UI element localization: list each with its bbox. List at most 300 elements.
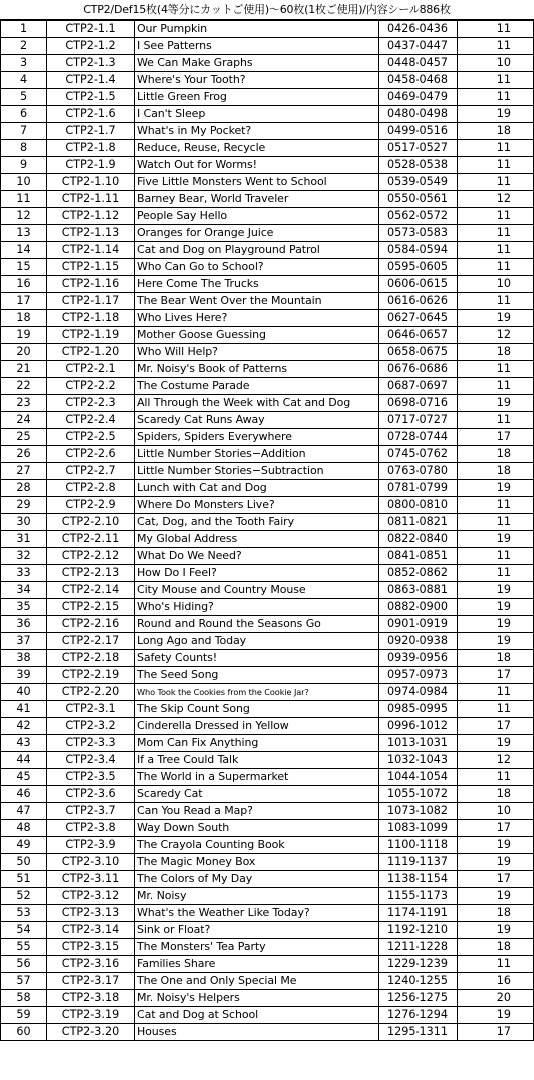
table-row bbox=[1, 633, 534, 650]
row-code: CTP2-2.5 bbox=[47, 429, 135, 446]
table-row bbox=[1, 225, 534, 242]
row-number: 38 bbox=[1, 650, 47, 667]
table-row bbox=[1, 55, 534, 72]
row-count: 11 bbox=[458, 956, 534, 973]
table-row bbox=[1, 701, 534, 718]
row-count: 11 bbox=[458, 514, 534, 531]
table-row bbox=[1, 871, 534, 888]
row-range: 0437-0447 bbox=[379, 38, 458, 55]
row-code: CTP2-1.14 bbox=[47, 242, 135, 259]
row-count: 11 bbox=[458, 412, 534, 429]
row-code: CTP2-3.1 bbox=[47, 701, 135, 718]
table-row bbox=[1, 786, 534, 803]
row-title: Long Ago and Today bbox=[135, 633, 379, 650]
row-title: Way Down South bbox=[135, 820, 379, 837]
row-range: 1276-1294 bbox=[379, 1007, 458, 1024]
row-range: 1073-1082 bbox=[379, 803, 458, 820]
row-code: CTP2-2.18 bbox=[47, 650, 135, 667]
row-title: Who Took the Cookies from the Cookie Jar? bbox=[135, 684, 379, 701]
row-count: 19 bbox=[458, 106, 534, 123]
table-row bbox=[1, 310, 534, 327]
row-number: 4 bbox=[1, 72, 47, 89]
row-code: CTP2-2.16 bbox=[47, 616, 135, 633]
row-count: 18 bbox=[458, 463, 534, 480]
row-title: Mr. Noisy's Book of Patterns bbox=[135, 361, 379, 378]
row-range: 1032-1043 bbox=[379, 752, 458, 769]
row-range: 0974-0984 bbox=[379, 684, 458, 701]
row-count: 11 bbox=[458, 769, 534, 786]
table-row bbox=[1, 667, 534, 684]
row-count: 17 bbox=[458, 667, 534, 684]
row-count: 20 bbox=[458, 990, 534, 1007]
row-code: CTP2-3.4 bbox=[47, 752, 135, 769]
table-row bbox=[1, 1024, 534, 1041]
row-count: 19 bbox=[458, 599, 534, 616]
row-code: CTP2-2.20 bbox=[47, 684, 135, 701]
row-number: 3 bbox=[1, 55, 47, 72]
row-number: 9 bbox=[1, 157, 47, 174]
row-number: 34 bbox=[1, 582, 47, 599]
row-number: 51 bbox=[1, 871, 47, 888]
sticker-table-body bbox=[1, 21, 534, 1041]
row-title: The Costume Parade bbox=[135, 378, 379, 395]
row-number: 5 bbox=[1, 89, 47, 106]
row-count: 11 bbox=[458, 378, 534, 395]
row-number: 21 bbox=[1, 361, 47, 378]
row-title: Five Little Monsters Went to School bbox=[135, 174, 379, 191]
row-title: What Do We Need? bbox=[135, 548, 379, 565]
row-number: 10 bbox=[1, 174, 47, 191]
table-row bbox=[1, 106, 534, 123]
table-row bbox=[1, 191, 534, 208]
row-code: CTP2-1.4 bbox=[47, 72, 135, 89]
row-code: CTP2-1.2 bbox=[47, 38, 135, 55]
table-row bbox=[1, 72, 534, 89]
row-code: CTP2-3.3 bbox=[47, 735, 135, 752]
table-row bbox=[1, 344, 534, 361]
row-code: CTP2-3.5 bbox=[47, 769, 135, 786]
row-count: 19 bbox=[458, 582, 534, 599]
table-row bbox=[1, 837, 534, 854]
row-number: 20 bbox=[1, 344, 47, 361]
row-title: What's in My Pocket? bbox=[135, 123, 379, 140]
row-count: 11 bbox=[458, 38, 534, 55]
row-range: 1155-1173 bbox=[379, 888, 458, 905]
table-row bbox=[1, 769, 534, 786]
row-count: 11 bbox=[458, 72, 534, 89]
row-range: 1100-1118 bbox=[379, 837, 458, 854]
row-code: CTP2-3.12 bbox=[47, 888, 135, 905]
row-code: CTP2-3.16 bbox=[47, 956, 135, 973]
row-code: CTP2-3.15 bbox=[47, 939, 135, 956]
row-title: Sink or Float? bbox=[135, 922, 379, 939]
row-number: 15 bbox=[1, 259, 47, 276]
row-range: 0728-0744 bbox=[379, 429, 458, 446]
row-count: 11 bbox=[458, 684, 534, 701]
row-number: 16 bbox=[1, 276, 47, 293]
row-title: Who Lives Here? bbox=[135, 310, 379, 327]
row-count: 10 bbox=[458, 55, 534, 72]
row-range: 0957-0973 bbox=[379, 667, 458, 684]
row-range: 0528-0538 bbox=[379, 157, 458, 174]
row-code: CTP2-1.7 bbox=[47, 123, 135, 140]
row-code: CTP2-3.20 bbox=[47, 1024, 135, 1041]
row-code: CTP2-3.18 bbox=[47, 990, 135, 1007]
table-row bbox=[1, 956, 534, 973]
row-code: CTP2-2.11 bbox=[47, 531, 135, 548]
row-count: 19 bbox=[458, 735, 534, 752]
row-count: 11 bbox=[458, 701, 534, 718]
table-row bbox=[1, 803, 534, 820]
table-row bbox=[1, 446, 534, 463]
row-title: People Say Hello bbox=[135, 208, 379, 225]
row-range: 0852-0862 bbox=[379, 565, 458, 582]
row-title: Mr. Noisy bbox=[135, 888, 379, 905]
row-title: Our Pumpkin bbox=[135, 21, 379, 38]
row-title: How Do I Feel? bbox=[135, 565, 379, 582]
row-range: 0448-0457 bbox=[379, 55, 458, 72]
table-row bbox=[1, 497, 534, 514]
table-row bbox=[1, 259, 534, 276]
row-range: 0627-0645 bbox=[379, 310, 458, 327]
row-range: 0458-0468 bbox=[379, 72, 458, 89]
row-code: CTP2-1.20 bbox=[47, 344, 135, 361]
row-range: 0595-0605 bbox=[379, 259, 458, 276]
row-title: Cat and Dog on Playground Patrol bbox=[135, 242, 379, 259]
row-count: 19 bbox=[458, 310, 534, 327]
row-count: 11 bbox=[458, 21, 534, 38]
row-code: CTP2-3.11 bbox=[47, 871, 135, 888]
table-row bbox=[1, 327, 534, 344]
row-code: CTP2-2.8 bbox=[47, 480, 135, 497]
row-number: 45 bbox=[1, 769, 47, 786]
row-title: Mom Can Fix Anything bbox=[135, 735, 379, 752]
row-number: 41 bbox=[1, 701, 47, 718]
row-count: 12 bbox=[458, 327, 534, 344]
row-count: 19 bbox=[458, 837, 534, 854]
row-count: 19 bbox=[458, 531, 534, 548]
table-row bbox=[1, 429, 534, 446]
row-range: 0539-0549 bbox=[379, 174, 458, 191]
row-number: 11 bbox=[1, 191, 47, 208]
row-count: 19 bbox=[458, 888, 534, 905]
row-number: 32 bbox=[1, 548, 47, 565]
table-row bbox=[1, 293, 534, 310]
row-count: 11 bbox=[458, 174, 534, 191]
row-title: Spiders, Spiders Everywhere bbox=[135, 429, 379, 446]
row-code: CTP2-1.12 bbox=[47, 208, 135, 225]
row-range: 1013-1031 bbox=[379, 735, 458, 752]
row-range: 1229-1239 bbox=[379, 956, 458, 973]
table-row bbox=[1, 361, 534, 378]
row-range: 0658-0675 bbox=[379, 344, 458, 361]
row-count: 12 bbox=[458, 752, 534, 769]
table-row bbox=[1, 242, 534, 259]
row-number: 25 bbox=[1, 429, 47, 446]
row-number: 43 bbox=[1, 735, 47, 752]
row-title: My Global Address bbox=[135, 531, 379, 548]
table-row bbox=[1, 548, 534, 565]
row-code: CTP2-1.16 bbox=[47, 276, 135, 293]
row-range: 0763-0780 bbox=[379, 463, 458, 480]
row-count: 19 bbox=[458, 616, 534, 633]
row-title: The Skip Count Song bbox=[135, 701, 379, 718]
table-row bbox=[1, 582, 534, 599]
row-title: Cat and Dog at School bbox=[135, 1007, 379, 1024]
table-row bbox=[1, 599, 534, 616]
table-row bbox=[1, 820, 534, 837]
row-range: 0550-0561 bbox=[379, 191, 458, 208]
row-code: CTP2-1.11 bbox=[47, 191, 135, 208]
row-code: CTP2-3.7 bbox=[47, 803, 135, 820]
row-number: 1 bbox=[1, 21, 47, 38]
row-title: The Colors of My Day bbox=[135, 871, 379, 888]
row-code: CTP2-2.7 bbox=[47, 463, 135, 480]
row-number: 52 bbox=[1, 888, 47, 905]
table-row bbox=[1, 684, 534, 701]
row-title: Cinderella Dressed in Yellow bbox=[135, 718, 379, 735]
row-title: Families Share bbox=[135, 956, 379, 973]
row-title: Who's Hiding? bbox=[135, 599, 379, 616]
row-count: 19 bbox=[458, 1007, 534, 1024]
row-title: I Can't Sleep bbox=[135, 106, 379, 123]
row-count: 11 bbox=[458, 293, 534, 310]
row-range: 0939-0956 bbox=[379, 650, 458, 667]
row-number: 24 bbox=[1, 412, 47, 429]
row-title: Who Will Help? bbox=[135, 344, 379, 361]
row-title: City Mouse and Country Mouse bbox=[135, 582, 379, 599]
row-title: Barney Bear, World Traveler bbox=[135, 191, 379, 208]
row-number: 55 bbox=[1, 939, 47, 956]
sheet-title: CTP2/Def15枚(4等分にカットご使用)〜60枚(1枚ご使用)/内容シール886枚 bbox=[0, 0, 534, 20]
row-range: 1295-1311 bbox=[379, 1024, 458, 1041]
row-title: Mother Goose Guessing bbox=[135, 327, 379, 344]
row-count: 11 bbox=[458, 259, 534, 276]
table-row bbox=[1, 735, 534, 752]
row-range: 1044-1054 bbox=[379, 769, 458, 786]
row-range: 0800-0810 bbox=[379, 497, 458, 514]
row-code: CTP2-2.3 bbox=[47, 395, 135, 412]
row-count: 19 bbox=[458, 633, 534, 650]
row-title: Little Green Frog bbox=[135, 89, 379, 106]
row-code: CTP2-3.2 bbox=[47, 718, 135, 735]
row-range: 1211-1228 bbox=[379, 939, 458, 956]
row-code: CTP2-2.9 bbox=[47, 497, 135, 514]
sticker-table bbox=[0, 20, 534, 1041]
row-title: The Magic Money Box bbox=[135, 854, 379, 871]
row-code: CTP2-2.4 bbox=[47, 412, 135, 429]
row-number: 23 bbox=[1, 395, 47, 412]
row-number: 59 bbox=[1, 1007, 47, 1024]
table-row bbox=[1, 718, 534, 735]
table-row bbox=[1, 21, 534, 38]
row-number: 7 bbox=[1, 123, 47, 140]
row-number: 58 bbox=[1, 990, 47, 1007]
row-range: 1192-1210 bbox=[379, 922, 458, 939]
table-row bbox=[1, 565, 534, 582]
row-code: CTP2-2.12 bbox=[47, 548, 135, 565]
row-title: Where's Your Tooth? bbox=[135, 72, 379, 89]
row-number: 60 bbox=[1, 1024, 47, 1041]
row-code: CTP2-3.10 bbox=[47, 854, 135, 871]
row-code: CTP2-1.9 bbox=[47, 157, 135, 174]
row-title: Where Do Monsters Live? bbox=[135, 497, 379, 514]
row-number: 48 bbox=[1, 820, 47, 837]
row-count: 18 bbox=[458, 123, 534, 140]
row-range: 0646-0657 bbox=[379, 327, 458, 344]
row-count: 18 bbox=[458, 446, 534, 463]
row-range: 0901-0919 bbox=[379, 616, 458, 633]
row-count: 18 bbox=[458, 905, 534, 922]
row-count: 10 bbox=[458, 803, 534, 820]
row-number: 26 bbox=[1, 446, 47, 463]
row-number: 40 bbox=[1, 684, 47, 701]
table-row bbox=[1, 395, 534, 412]
row-number: 8 bbox=[1, 140, 47, 157]
row-code: CTP2-1.5 bbox=[47, 89, 135, 106]
row-number: 30 bbox=[1, 514, 47, 531]
row-title: Can You Read a Map? bbox=[135, 803, 379, 820]
row-title: Watch Out for Worms! bbox=[135, 157, 379, 174]
row-code: CTP2-1.15 bbox=[47, 259, 135, 276]
row-code: CTP2-1.3 bbox=[47, 55, 135, 72]
row-range: 1256-1275 bbox=[379, 990, 458, 1007]
row-range: 0573-0583 bbox=[379, 225, 458, 242]
row-code: CTP2-3.17 bbox=[47, 973, 135, 990]
row-code: CTP2-1.6 bbox=[47, 106, 135, 123]
row-number: 49 bbox=[1, 837, 47, 854]
row-number: 19 bbox=[1, 327, 47, 344]
row-number: 35 bbox=[1, 599, 47, 616]
row-title: The World in a Supermarket bbox=[135, 769, 379, 786]
row-count: 18 bbox=[458, 650, 534, 667]
row-code: CTP2-1.13 bbox=[47, 225, 135, 242]
row-range: 1083-1099 bbox=[379, 820, 458, 837]
table-row bbox=[1, 89, 534, 106]
row-code: CTP2-1.19 bbox=[47, 327, 135, 344]
table-row bbox=[1, 650, 534, 667]
row-range: 0499-0516 bbox=[379, 123, 458, 140]
row-code: CTP2-2.15 bbox=[47, 599, 135, 616]
row-title: Scaredy Cat Runs Away bbox=[135, 412, 379, 429]
row-title: I See Patterns bbox=[135, 38, 379, 55]
row-number: 18 bbox=[1, 310, 47, 327]
row-title: All Through the Week with Cat and Dog bbox=[135, 395, 379, 412]
row-number: 22 bbox=[1, 378, 47, 395]
row-title: What's the Weather Like Today? bbox=[135, 905, 379, 922]
row-range: 0426-0436 bbox=[379, 21, 458, 38]
table-row bbox=[1, 1007, 534, 1024]
row-count: 11 bbox=[458, 89, 534, 106]
row-range: 0985-0995 bbox=[379, 701, 458, 718]
row-range: 0717-0727 bbox=[379, 412, 458, 429]
row-range: 0469-0479 bbox=[379, 89, 458, 106]
table-row bbox=[1, 276, 534, 293]
row-range: 1240-1255 bbox=[379, 973, 458, 990]
row-range: 0687-0697 bbox=[379, 378, 458, 395]
row-title: The Crayola Counting Book bbox=[135, 837, 379, 854]
row-title: Oranges for Orange Juice bbox=[135, 225, 379, 242]
row-number: 42 bbox=[1, 718, 47, 735]
row-range: 0920-0938 bbox=[379, 633, 458, 650]
table-row bbox=[1, 480, 534, 497]
row-range: 1055-1072 bbox=[379, 786, 458, 803]
row-number: 2 bbox=[1, 38, 47, 55]
row-number: 14 bbox=[1, 242, 47, 259]
row-number: 27 bbox=[1, 463, 47, 480]
row-number: 36 bbox=[1, 616, 47, 633]
row-count: 11 bbox=[458, 242, 534, 259]
row-code: CTP2-3.13 bbox=[47, 905, 135, 922]
row-range: 0676-0686 bbox=[379, 361, 458, 378]
row-range: 0822-0840 bbox=[379, 531, 458, 548]
row-count: 19 bbox=[458, 854, 534, 871]
row-code: CTP2-2.1 bbox=[47, 361, 135, 378]
row-range: 0996-1012 bbox=[379, 718, 458, 735]
table-row bbox=[1, 990, 534, 1007]
table-row bbox=[1, 888, 534, 905]
row-title: We Can Make Graphs bbox=[135, 55, 379, 72]
row-code: CTP2-1.10 bbox=[47, 174, 135, 191]
table-row bbox=[1, 412, 534, 429]
row-code: CTP2-3.8 bbox=[47, 820, 135, 837]
row-title: If a Tree Could Talk bbox=[135, 752, 379, 769]
table-row bbox=[1, 208, 534, 225]
row-count: 11 bbox=[458, 361, 534, 378]
table-row bbox=[1, 514, 534, 531]
row-number: 12 bbox=[1, 208, 47, 225]
row-range: 0517-0527 bbox=[379, 140, 458, 157]
row-count: 11 bbox=[458, 225, 534, 242]
row-range: 1174-1191 bbox=[379, 905, 458, 922]
row-number: 56 bbox=[1, 956, 47, 973]
row-count: 11 bbox=[458, 565, 534, 582]
row-number: 47 bbox=[1, 803, 47, 820]
row-range: 0606-0615 bbox=[379, 276, 458, 293]
row-range: 0863-0881 bbox=[379, 582, 458, 599]
row-number: 37 bbox=[1, 633, 47, 650]
row-range: 0480-0498 bbox=[379, 106, 458, 123]
row-number: 39 bbox=[1, 667, 47, 684]
row-title: Lunch with Cat and Dog bbox=[135, 480, 379, 497]
row-count: 18 bbox=[458, 786, 534, 803]
row-code: CTP2-2.17 bbox=[47, 633, 135, 650]
row-range: 0616-0626 bbox=[379, 293, 458, 310]
table-row bbox=[1, 752, 534, 769]
row-title: The Bear Went Over the Mountain bbox=[135, 293, 379, 310]
row-number: 44 bbox=[1, 752, 47, 769]
row-number: 6 bbox=[1, 106, 47, 123]
row-code: CTP2-2.10 bbox=[47, 514, 135, 531]
row-count: 11 bbox=[458, 548, 534, 565]
row-count: 18 bbox=[458, 939, 534, 956]
table-row bbox=[1, 140, 534, 157]
row-code: CTP2-3.6 bbox=[47, 786, 135, 803]
row-count: 17 bbox=[458, 1024, 534, 1041]
row-range: 0811-0821 bbox=[379, 514, 458, 531]
row-count: 18 bbox=[458, 344, 534, 361]
table-row bbox=[1, 905, 534, 922]
row-code: CTP2-1.1 bbox=[47, 21, 135, 38]
row-title: The Monsters' Tea Party bbox=[135, 939, 379, 956]
row-count: 19 bbox=[458, 922, 534, 939]
row-count: 11 bbox=[458, 497, 534, 514]
row-code: CTP2-3.19 bbox=[47, 1007, 135, 1024]
row-range: 0745-0762 bbox=[379, 446, 458, 463]
row-range: 1119-1137 bbox=[379, 854, 458, 871]
table-row bbox=[1, 922, 534, 939]
row-title: Cat, Dog, and the Tooth Fairy bbox=[135, 514, 379, 531]
